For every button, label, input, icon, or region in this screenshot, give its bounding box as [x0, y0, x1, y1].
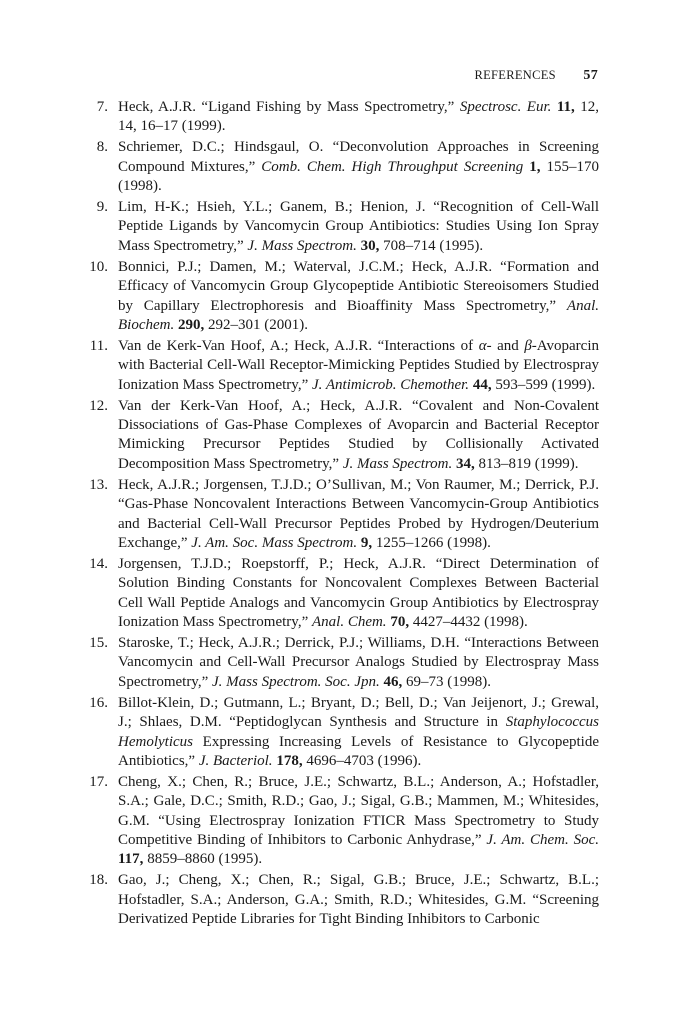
reference-text: Billot-Klein, D.; Gutmann, L.; Bryant, D.; Bell, D.; Van Jeijenort, J.; Grewal, J.; Shlaes, D.M. “Peptidoglycan Synthesis and Structure in Staphylococcus Hemolyticus Expressing Increasing Levels of Resistance to Glycopeptide Antibiotics,” J. Bacteriol. 178, 4696–4703 (1996). [118, 694, 599, 769]
reference-number: 11. [89, 337, 108, 354]
reference-number: 13. [89, 476, 108, 493]
reference-number: 12. [89, 397, 108, 414]
reference-item [80, 98, 599, 137]
reference-item [80, 871, 599, 929]
reference-item [80, 258, 599, 336]
reference-number: 7. [96, 99, 108, 115]
reference-item [80, 555, 599, 633]
reference-text: Van de Kerk-Van Hoof, A.; Heck, A.J.R. “Interactions of α- and β-Avoparcin with Bacterial Cell-Wall Receptor-Mimicking Peptides Studied by Electrospray Ionization Mass Spectrometry,” J. Antimicrob. Chemother. 44, 593–599 (1999). [118, 337, 599, 393]
reference-item [80, 694, 599, 772]
reference-list [80, 98, 599, 931]
running-header [474, 68, 598, 84]
reference-text: Cheng, X.; Chen, R.; Bruce, J.E.; Schwartz, B.L.; Anderson, A.; Hofstadler, S.A.; Gale, D.C.; Smith, R.D.; Gao, J.; Sigal, G.B.; Mammen, M.; Whitesides, G.M. “Using Electrospray Ionization FTICR Mass Spectrometry to Study Competitive Binding of Inhibitors to Carbonic Anhydrase,” J. Am. Chem. Soc. 117, 8859–8860 (1995). [118, 773, 599, 868]
reference-text: Heck, A.J.R. “Ligand Fishing by Mass Spectrometry,” Spectrosc. Eur. 11, 12, 14, 16–17 (1999). [118, 99, 599, 135]
reference-item [80, 634, 599, 692]
reference-number: 10. [89, 258, 108, 275]
reference-item [80, 773, 599, 870]
reference-number: 15. [89, 634, 108, 651]
reference-item [80, 397, 599, 475]
reference-text: Jorgensen, T.J.D.; Roepstorff, P.; Heck, A.J.R. “Direct Determination of Solution Binding Constants for Noncovalent Complexes Between Bacterial Cell Wall Peptide Analogs and Vancomycin Group Antibiotics by Electrospray Ionization Mass Spectrometry,” Anal. Chem. 70, 4427–4432 (1998). [118, 555, 599, 631]
reference-item [80, 198, 599, 256]
reference-text: Heck, A.J.R.; Jorgensen, T.J.D.; O’Sullivan, M.; Von Raumer, M.; Derrick, P.J. “Gas-Phase Noncovalent Interactions Between Vancomycin-Group Antibiotics and Bacterial Cell-Wall Precursor Peptides Probed by Hydrogen/Deuterium Exchange,” J. Am. Soc. Mass Spectrom. 9, 1255–1266 (1998). [118, 476, 599, 551]
reference-text: Schriemer, D.C.; Hindsgaul, O. “Deconvolution Approaches in Screening Compound Mixtures,” Comb. Chem. High Throughput Screening 1, 155–170 (1998). [118, 139, 600, 195]
reference-text: Lim, H-K.; Hsieh, Y.L.; Ganem, B.; Henion, J. “Recognition of Cell-Wall Peptide Ligands by Vancomycin Group Antibiotics: Studies Using Ion Spray Mass Spectrometry,” J. Mass Spectrom. 30, 708–714 (1995). [118, 199, 599, 254]
reference-item [80, 138, 599, 196]
reference-text: Staroske, T.; Heck, A.J.R.; Derrick, P.J.; Williams, D.H. “Interactions Between Vancomycin and Cell-Wall Precursor Analogs Studied by Electrospray Mass Spectrometry,” J. Mass Spectrom. Soc. Jpn. 46, 69–73 (1998). [118, 634, 599, 690]
reference-item [80, 476, 599, 554]
reference-item [80, 337, 599, 395]
reference-number: 16. [89, 694, 108, 711]
reference-text: Bonnici, P.J.; Damen, M.; Waterval, J.C.M.; Heck, A.J.R. “Formation and Efficacy of Vancomycin Group Glycopeptide Antibiotic Stereoisomers Studied by Capillary Electrophoresis and Bioaffinity Mass Spectrometry,” Anal. Biochem. 290, 292–301 (2001). [118, 258, 599, 333]
reference-number: 9. [96, 199, 108, 216]
reference-number: 8. [96, 139, 108, 156]
reference-text: Gao, J.; Cheng, X.; Chen, R.; Sigal, G.B.; Bruce, J.E.; Schwartz, B.L.; Hofstadler, S.A.; Anderson, G.A.; Smith, R.D.; Whitesides, G.M. “Screening Derivatized Peptide Libraries for Tight Binding Inhibitors to Carbonic [118, 872, 599, 928]
reference-number: 17. [89, 773, 108, 790]
reference-number: 18. [89, 872, 108, 889]
page-number: 57 [583, 68, 598, 83]
reference-number: 14. [89, 555, 108, 572]
reference-text: Van der Kerk-Van Hoof, A.; Heck, A.J.R. “Covalent and Non-Covalent Dissociations of Gas-Phase Complexes of Avoparcin and Bacterial Receptor Mimicking Precursor Peptides Studied by Collisionally Activated Decomposition Mass Spectrometry,” J. Mass Spectrom. 34, 813–819 (1999). [118, 397, 599, 472]
section-title: REFERENCES [474, 68, 556, 82]
